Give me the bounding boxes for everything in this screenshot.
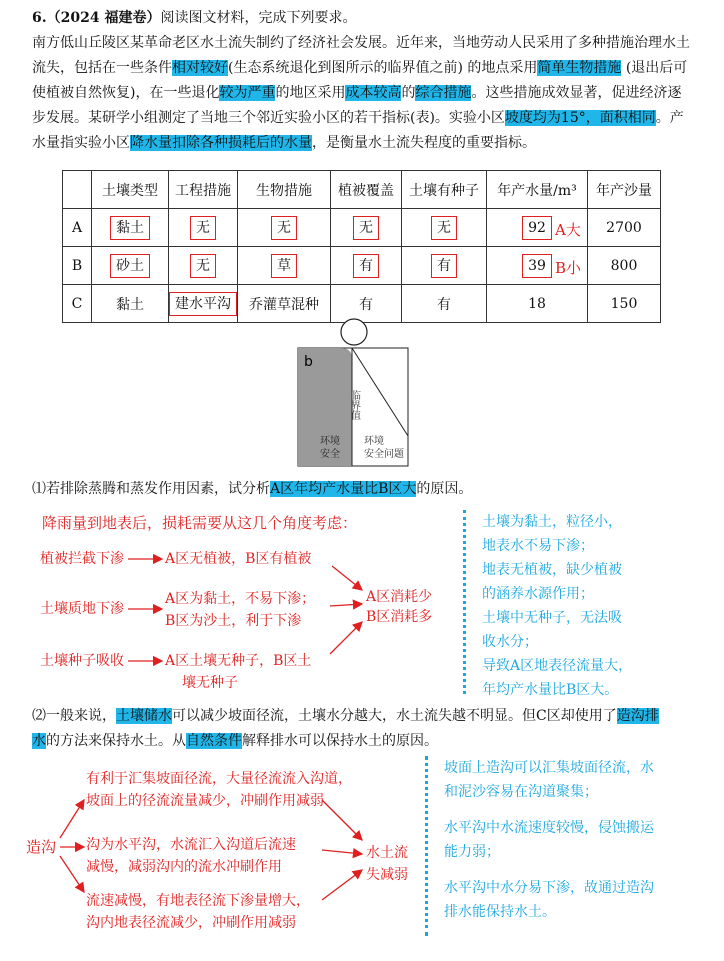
q2-center: 造沟 bbox=[26, 838, 57, 856]
q2-text: 的方法来保持水土。从 bbox=[46, 733, 186, 749]
highlight: 成本较高 bbox=[345, 85, 402, 101]
spacer bbox=[444, 864, 714, 876]
passage-text: (生态系统退化到图所示的临界值之前) 的地点采用 bbox=[228, 60, 538, 76]
q1-factor-3: 土壤种子吸收 bbox=[40, 653, 124, 669]
soil-value: 黏土 bbox=[110, 216, 150, 240]
q1-effect-2b: B区为沙土，利于下渗 bbox=[165, 613, 302, 629]
arrow bbox=[322, 800, 362, 840]
arrow bbox=[322, 870, 362, 900]
row-id: A bbox=[63, 209, 92, 247]
passage-text: 。这些措施成效显著，促进经济逐 bbox=[471, 85, 682, 101]
q1-answer bbox=[463, 510, 712, 698]
answer-line: 收水分； bbox=[482, 634, 538, 650]
seeds-value: 无 bbox=[431, 216, 457, 240]
answer-line: 土壤为黏土，粒径小， bbox=[482, 514, 622, 530]
engineering-value: 无 bbox=[190, 254, 216, 278]
highlight: 相对较好 bbox=[172, 60, 228, 76]
soil-value: 砂土 bbox=[110, 254, 150, 278]
highlight: 水 bbox=[32, 733, 46, 749]
passage-text: (退出后可 bbox=[621, 60, 688, 76]
q1-effect-3a: A区土壤无种子，B区土 bbox=[165, 653, 312, 669]
passage-text: 流失，包括在一些条件 bbox=[32, 60, 172, 76]
highlight: 降水量扣除各种损耗后的水量 bbox=[130, 135, 312, 151]
q1-suffix: 的原因。 bbox=[416, 481, 473, 497]
q2-branch-3b: 沟内地表径流减少，冲刷作用减弱 bbox=[86, 915, 296, 931]
answer-line: 水平沟中水分易下渗，故通过造沟 bbox=[444, 880, 654, 896]
highlight: 坡度均为15°，面积相同 bbox=[504, 110, 656, 126]
water-value: 92 bbox=[522, 216, 552, 240]
q1-effect-3b: 壤无种子 bbox=[182, 675, 238, 691]
q1-result-1: A区消耗少 bbox=[366, 589, 433, 605]
highlight: 造沟排 bbox=[616, 708, 659, 724]
spacer bbox=[444, 804, 714, 816]
row-id: B bbox=[63, 247, 92, 285]
row-id: C bbox=[63, 285, 92, 323]
passage-text: 南方低山丘陵区某革命老区水土流失制约了经济社会发展。近年来，当地劳动人民采用了多种措施治理水土 bbox=[32, 35, 690, 51]
passage-text: ，是衡量水土流失程度的重要指标。 bbox=[312, 135, 536, 151]
seeds-cell: 有 bbox=[402, 285, 487, 323]
question-source: （2024 福建卷） bbox=[46, 10, 161, 26]
answer-line: 地表无植被，缺少植被 bbox=[482, 562, 622, 578]
question-number: 6. bbox=[32, 10, 47, 26]
question-2 bbox=[32, 704, 704, 754]
table-header-cell: 年产水量/m³ bbox=[487, 171, 588, 209]
answer-line: 和泥沙容易在沟道聚集； bbox=[444, 784, 598, 800]
q2-branch-1a: 有利于汇集坡面径流，大量径流流入沟道， bbox=[86, 771, 352, 787]
table-header-cell: 土壤类型 bbox=[92, 171, 169, 209]
highlight: 自然条件 bbox=[186, 733, 242, 749]
table-header-cell: 生物措施 bbox=[238, 171, 331, 209]
passage-text: 水量指实验小区 bbox=[32, 135, 130, 151]
arrow bbox=[330, 622, 362, 654]
q1-factor-1: 植被拦截下渗 bbox=[40, 551, 124, 567]
question-instruction: 阅读图文材料，完成下列要求。 bbox=[160, 10, 357, 26]
q2-branch-1b: 坡面上的径流流量减少，冲刷作用减弱 bbox=[86, 793, 324, 809]
arrow bbox=[332, 566, 362, 590]
left-zone-label: 环境安全 bbox=[320, 436, 340, 460]
q2-prefix: ⑵一般来说， bbox=[32, 708, 116, 724]
passage-text: 步发展。某研学小组测定了当地三个邻近实验小区的若干指标(表)。实验小区 bbox=[32, 110, 505, 126]
highlight: A区年均产水量比B区大 bbox=[270, 481, 417, 497]
biological-value: 无 bbox=[271, 216, 297, 240]
answer-line: 土壤中无种子，无法吸 bbox=[482, 610, 622, 626]
passage-text: 。产 bbox=[655, 110, 684, 126]
answer-line: 年均产水量比B区大。 bbox=[482, 682, 619, 698]
q2-branch-2a: 沟为水平沟，水流汇入沟道后流速 bbox=[86, 837, 296, 853]
answer-line: 坡面上造沟可以汇集坡面径流，水 bbox=[444, 760, 654, 776]
sand-cell: 150 bbox=[588, 285, 661, 323]
engineering-value: 建水平沟 bbox=[169, 292, 237, 316]
passage-text: 的地区采用 bbox=[275, 85, 346, 101]
q2-answer bbox=[425, 756, 714, 936]
q1-effect-1: A区无植被，B区有植被 bbox=[165, 551, 312, 567]
answer-line: 能力弱； bbox=[444, 844, 500, 860]
water-annotation: A大 bbox=[555, 221, 581, 239]
passage-text: 使植被自然恢复)，在一些退化 bbox=[32, 85, 220, 101]
arrow bbox=[60, 856, 84, 892]
answer-line: 地表水不易下渗； bbox=[482, 538, 594, 554]
biological-cell: 乔灌草混种 bbox=[238, 285, 331, 323]
table-header-cell: 工程措施 bbox=[169, 171, 238, 209]
highlight: 较为严重 bbox=[219, 85, 276, 101]
arrow bbox=[60, 800, 84, 838]
q2-result-1: 水土流 bbox=[366, 845, 408, 861]
table-header-cell: 年产沙量 bbox=[588, 171, 661, 209]
passage-text: 的 bbox=[401, 85, 416, 101]
soil-cell: 黏土 bbox=[92, 285, 169, 323]
q2-suffix: 解释排水可以保持水土的原因。 bbox=[242, 733, 438, 749]
table-header-cell: 土壤有种子 bbox=[402, 171, 487, 209]
sand-cell: 800 bbox=[588, 247, 661, 285]
answer-line: 水平沟中水流速度较慢，侵蚀搬运 bbox=[444, 820, 654, 836]
engineering-value: 无 bbox=[190, 216, 216, 240]
q2-branch-3a: 流速减慢，有地表径流下渗量增大， bbox=[86, 893, 310, 909]
q2-branch-2b: 减慢，减弱沟内的流水冲刷作用 bbox=[86, 859, 282, 875]
cover-value: 有 bbox=[353, 254, 379, 278]
threshold-label: 临界值 bbox=[348, 390, 360, 420]
water-value: 39 bbox=[522, 254, 552, 278]
cover-value: 无 bbox=[353, 216, 379, 240]
q1-factor-2: 土壤质地下渗 bbox=[40, 601, 124, 617]
table-header-cell: 植被覆盖 bbox=[331, 171, 402, 209]
seeds-value: 有 bbox=[431, 254, 457, 278]
q1-effect-2a: A区为黏土，不易下渗； bbox=[165, 591, 316, 607]
water-annotation: B小 bbox=[555, 259, 582, 277]
q1-lead: 降雨量到地表后，损耗需要从这几个角度考虑： bbox=[42, 514, 358, 532]
right-zone-label: 环境安全问题 bbox=[364, 436, 404, 460]
water-cell: 18 bbox=[487, 285, 588, 323]
answer-line: 导致A区地表径流量大， bbox=[482, 658, 633, 674]
cover-cell: 有 bbox=[331, 285, 402, 323]
highlight: 简单生物措施 bbox=[537, 60, 622, 76]
answer-line: 排水能保持水土。 bbox=[444, 904, 556, 920]
figure-letter: b bbox=[304, 354, 313, 370]
highlight: 综合措施 bbox=[415, 85, 472, 101]
q2-text: 可以减少坡面径流，土壤水分越大，水土流失越不明显。但C区却使用了 bbox=[172, 708, 617, 724]
q1-arrows bbox=[128, 559, 362, 661]
highlight: 土壤储水 bbox=[116, 708, 172, 724]
biological-value: 草 bbox=[271, 254, 297, 278]
q1-prefix: ⑴若排除蒸腾和蒸发作用因素，试分析 bbox=[32, 481, 270, 497]
arrow bbox=[330, 604, 362, 606]
q2-result-2: 失减弱 bbox=[366, 867, 408, 883]
q1-result-2: B区消耗多 bbox=[366, 609, 433, 625]
arrow bbox=[322, 850, 362, 854]
answer-line: 的涵养水源作用； bbox=[482, 586, 594, 602]
sand-cell: 2700 bbox=[588, 209, 661, 247]
